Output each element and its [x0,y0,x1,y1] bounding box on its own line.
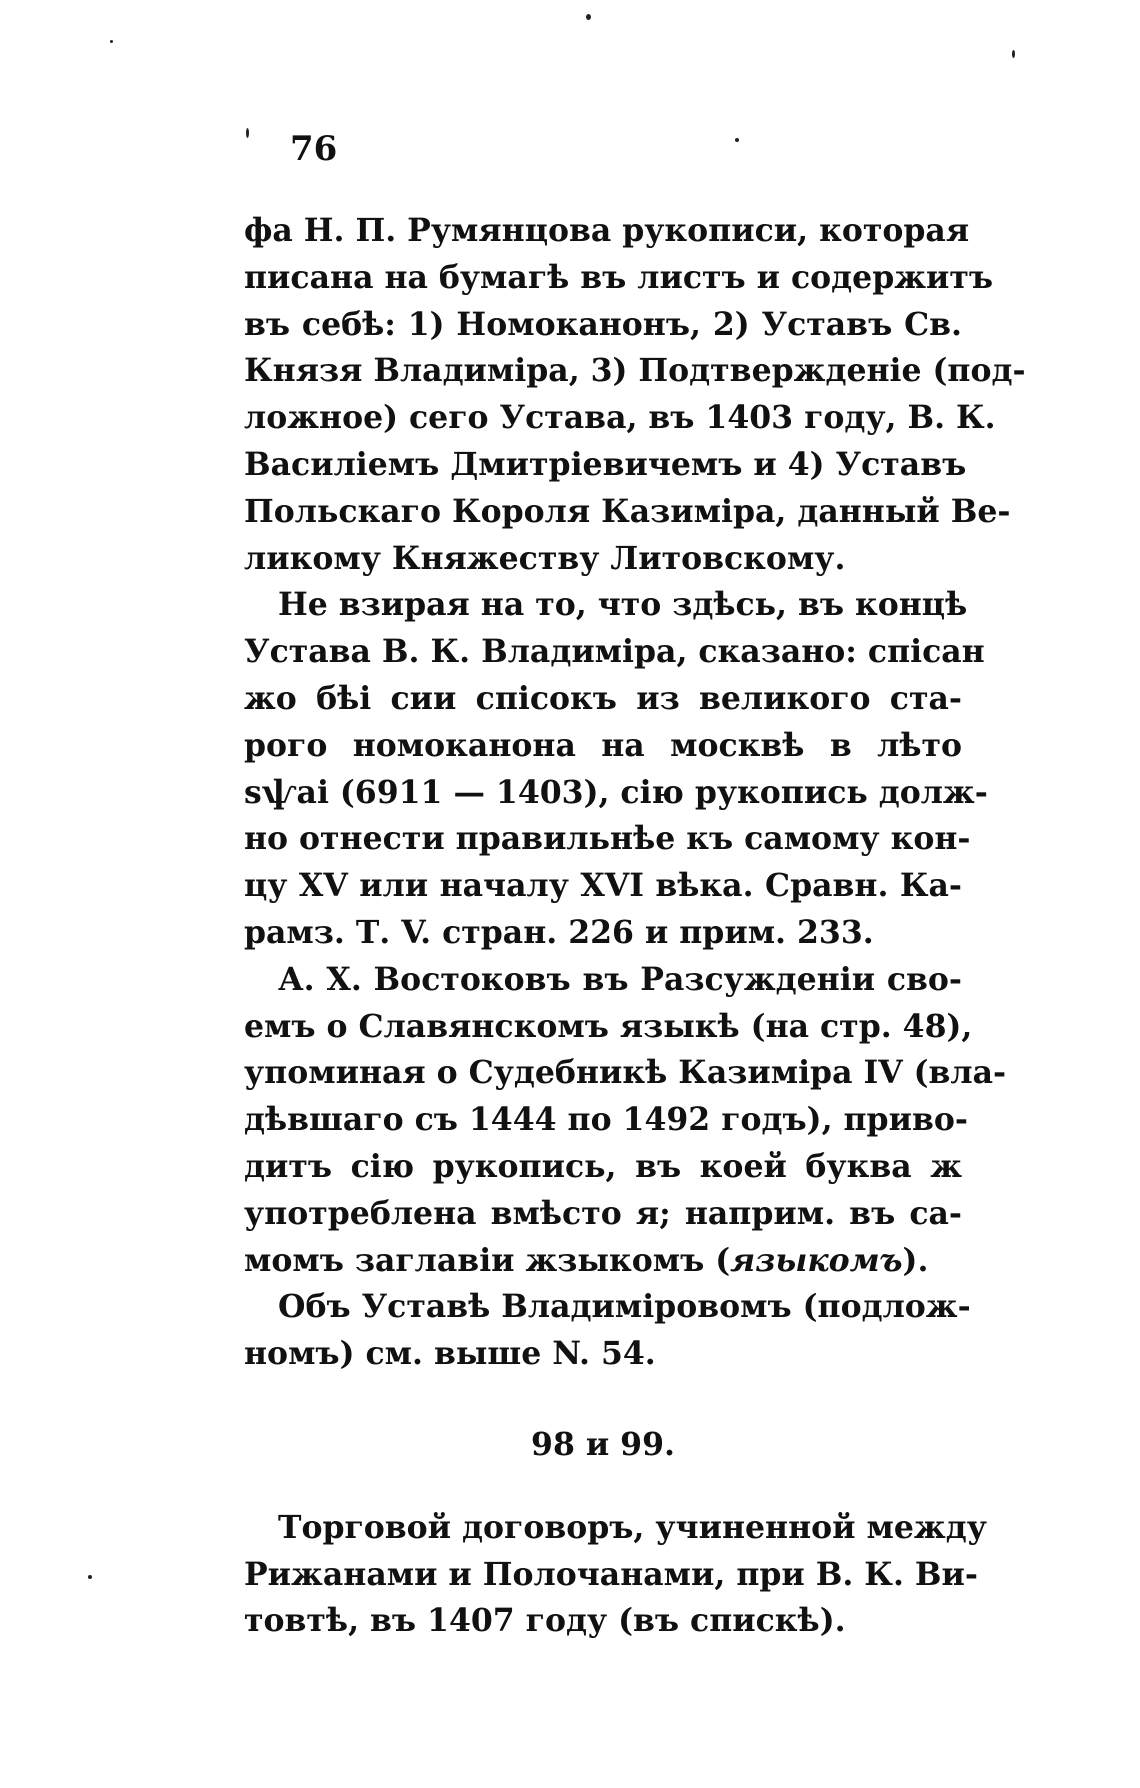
paragraph-2 [244,582,988,956]
text-line: фа Н. П. Румянцова рукописи, которая [244,212,970,249]
text-line: Василіемъ Дмитріевичемъ и 4) Уставъ [244,445,967,483]
text-line: дитъ сію рукопись, въ коей буква ж [244,1147,962,1185]
text-line: Польскаго Короля Казиміра, данный Ве- [244,492,1011,530]
paragraph-3 [244,957,1007,1285]
text-line: въ себѣ: 1) Номоканонъ, 2) Уставъ Св. [244,305,962,343]
paragraph-1 [244,208,1026,582]
text-line: Торговой договоръ, учиненной между [278,1508,987,1546]
scan-speck [1012,50,1015,58]
text-line-with-italic [244,1238,962,1285]
text-line: ѕѱаі (6911 — 1403), сію рукопись долж- [244,773,988,811]
text-line: ложное) сего Устава, въ 1403 году, В. К. [244,399,996,437]
text-line: Князя Владиміра, 3) Подтвержденіе (под- [244,352,1026,390]
scan-speck [246,128,249,138]
text-line: номъ) см. выше N. 54. [244,1335,656,1373]
scan-speck [110,40,113,43]
text-line: жо бѣі сии спісокъ из великого ста- [244,679,962,717]
section-heading: 98 и 99. [531,1425,675,1463]
text-line: А. Х. Востоковъ въ Разсужденіи сво- [278,960,962,998]
text-line: писана на бумагѣ въ листъ и содержитъ [244,258,994,296]
text-segment: ). [902,1241,929,1279]
text-line: Рижанами и Полочанами, при В. К. Ви- [244,1555,978,1593]
scan-speck [88,1575,92,1579]
text-line: рого номоканона на москвѣ в лѣто [244,726,962,764]
italic-word: языкомъ [730,1241,903,1279]
text-line: употреблена вмѣсто я; наприм. въ са- [244,1194,962,1232]
spacer [244,1469,962,1505]
scan-speck [735,138,739,142]
text-line: Не взирая на то, что здѣсь, въ концѣ [278,586,968,624]
text-line: товтѣ, въ 1407 году (въ спискѣ). [244,1602,846,1640]
text-line: упоминая о Судебникѣ Казиміра IV (вла- [244,1054,1007,1092]
text-line: емъ о Славянскомъ языкѣ (на стр. 48), [244,1007,973,1045]
text-line: Объ Уставѣ Владиміровомъ (подлож- [278,1288,971,1326]
body-text [244,208,1026,1645]
paragraph-4 [244,1284,971,1378]
spacer [244,1378,962,1422]
text-line: рамз. Т. V. стран. 226 и прим. 233. [244,913,874,951]
text-line: Устава В. К. Владиміра, сказано: спісан [244,633,985,671]
text-segment: момъ заглавіи жзыкомъ ( [244,1241,731,1279]
page-number: 76 [290,129,338,169]
scan-speck [586,14,591,20]
section-paragraph [244,1505,987,1645]
text-line: цу XV или началу XVI вѣка. Сравн. Ка- [244,867,962,905]
text-line: ликому Княжеству Литовскому. [244,539,846,577]
text-line: дѣвшаго съ 1444 по 1492 годъ), приво- [244,1101,968,1139]
text-line: но отнести правильнѣе къ самому кон- [244,820,971,858]
